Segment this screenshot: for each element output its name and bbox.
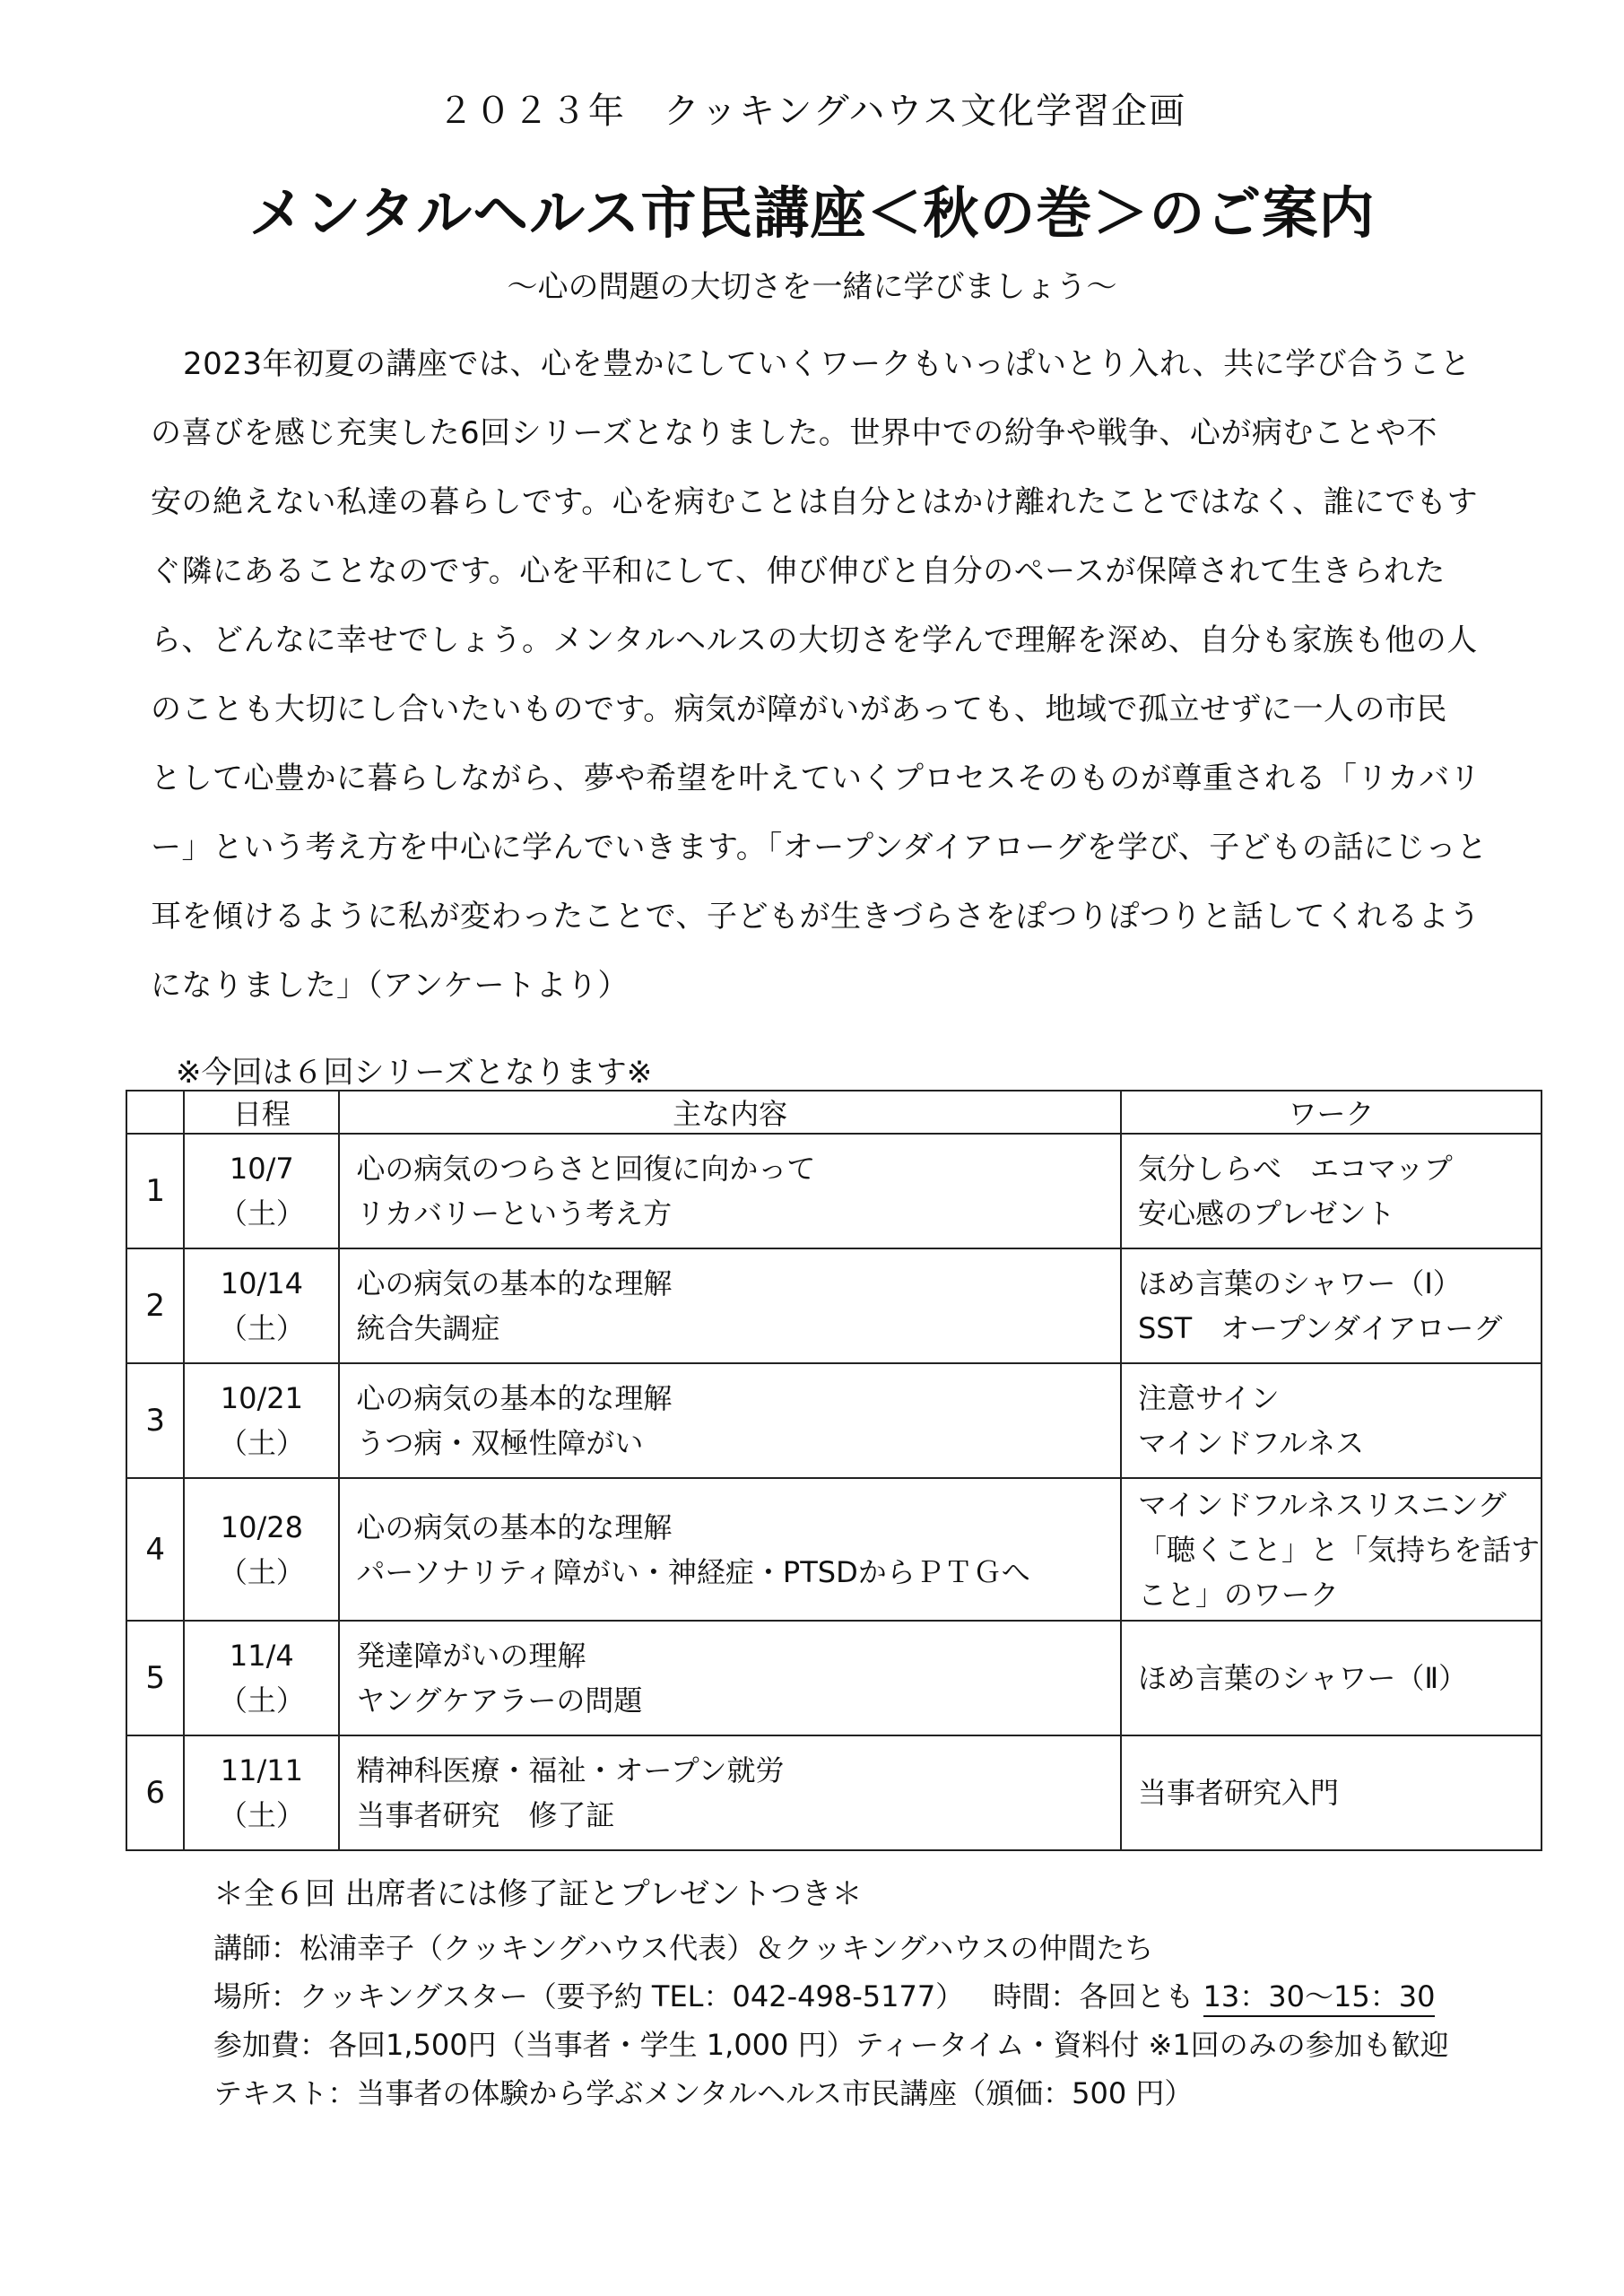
intro-line: になりました」（アンケートより） bbox=[151, 968, 629, 1004]
session-content bbox=[339, 1363, 1121, 1478]
content-line: 心の病気の基本的な理解 bbox=[356, 1509, 673, 1544]
date-text: 10/7 bbox=[229, 1152, 294, 1186]
schedule-header-row bbox=[126, 1091, 1541, 1134]
session-date bbox=[184, 1134, 339, 1248]
intro-line: の喜びを感じ充実した6回シリーズとなりました。世界中での紛争や戦争、心が病むことや不 bbox=[151, 415, 1437, 451]
session-date bbox=[184, 1621, 339, 1735]
intro-line: 耳を傾けるように私が変わったことで、子どもが生きづらさをぽつりぽつりと話してくれるよう bbox=[151, 899, 1481, 935]
schedule-row bbox=[126, 1735, 1541, 1850]
event-details bbox=[213, 1870, 1541, 2118]
time-value: 13：30～15：30 bbox=[1203, 1979, 1436, 2017]
textbook-line: テキスト：当事者の体験から学ぶメンタルヘルス市民講座（頒価：500 円） bbox=[213, 2076, 1194, 2110]
attendance-note: ＊全６回 出席者には修了証とプレゼントつき＊ bbox=[213, 1876, 863, 1912]
schedule-row bbox=[126, 1478, 1541, 1621]
work-line: マインドフルネス bbox=[1137, 1426, 1365, 1460]
session-content bbox=[339, 1735, 1121, 1850]
header-date: 日程 bbox=[184, 1091, 339, 1134]
session-date bbox=[184, 1735, 339, 1850]
schedule-row bbox=[126, 1248, 1541, 1363]
session-work bbox=[1121, 1363, 1541, 1478]
page-title: メンタルヘルス市民講座＜秋の巻＞のご案内 bbox=[248, 180, 1376, 246]
session-content bbox=[339, 1478, 1121, 1621]
date-text: 11/4 bbox=[229, 1639, 294, 1673]
content-line: 心の病気の基本的な理解 bbox=[356, 1266, 673, 1300]
date-text: 10/21 bbox=[220, 1381, 303, 1415]
work-line: ほめ言葉のシャワー（Ⅱ） bbox=[1137, 1661, 1468, 1695]
content-line: 当事者研究 修了証 bbox=[356, 1798, 615, 1832]
session-work bbox=[1121, 1621, 1541, 1735]
content-line: 精神科医療・福祉・オープン就労 bbox=[356, 1753, 785, 1787]
intro-line: 2023年初夏の講座では、心を豊かにしていくワークもいっぱいとり入れ、共に学び合うこと bbox=[183, 346, 1472, 382]
intro-line: のことも大切にし合いたいものです。病気が障がいがあっても、地域で孤立せずに一人の市民 bbox=[151, 691, 1447, 727]
schedule-row bbox=[126, 1134, 1541, 1248]
time-label: 時間：各回とも bbox=[993, 1979, 1194, 2013]
series-note: ※今回は６回シリーズとなります※ bbox=[176, 1055, 653, 1091]
work-line: マインドフルネスリスニング bbox=[1137, 1487, 1507, 1522]
intro-line: 安の絶えない私達の暮らしです。心を病むことは自分とはかけ離れたことではなく、誰にでもす bbox=[151, 484, 1479, 520]
intro-line: ぐ隣にあることなのです。心を平和にして、伸び伸びと自分のペースが保障されて生きられた bbox=[151, 553, 1446, 589]
intro-line: として心豊かに暮らしながら、夢や希望を叶えていくプロセスそのものが尊重される「リカバリ bbox=[151, 761, 1481, 796]
session-number: 2 bbox=[126, 1248, 184, 1363]
content-line: 発達障がいの理解 bbox=[356, 1639, 586, 1673]
lecturer-line: 講師：松浦幸子（クッキングハウス代表）＆クッキングハウスの仲間たち bbox=[213, 1931, 1154, 1965]
date-text: 10/14 bbox=[220, 1266, 303, 1300]
content-line: 心の病気の基本的な理解 bbox=[356, 1381, 673, 1415]
work-line: ほめ言葉のシャワー（Ⅰ） bbox=[1137, 1266, 1462, 1300]
venue-time-line bbox=[213, 1972, 1541, 2021]
header-work: ワーク bbox=[1121, 1091, 1541, 1134]
day-text: （土） bbox=[218, 1196, 305, 1231]
work-line: SST オープンダイアローグ bbox=[1137, 1311, 1503, 1345]
page-subtitle: ～心の問題の大切さを一緒に学びましょう～ bbox=[507, 269, 1117, 305]
session-work bbox=[1121, 1134, 1541, 1248]
schedule-row bbox=[126, 1621, 1541, 1735]
work-line: 当事者研究入門 bbox=[1137, 1776, 1339, 1810]
content-line: 心の病気のつらさと回復に向かって bbox=[356, 1152, 816, 1186]
schedule-table bbox=[126, 1090, 1542, 1851]
content-line: パーソナリティ障がい・神経症・PTSDからＰＴＧへ bbox=[356, 1554, 1030, 1589]
content-line: ヤングケアラーの問題 bbox=[356, 1683, 643, 1718]
day-text: （土） bbox=[218, 1426, 305, 1460]
intro-paragraph bbox=[151, 330, 1505, 1021]
time-block bbox=[993, 1972, 1435, 2021]
day-text: （土） bbox=[218, 1554, 305, 1589]
header-content: 主な内容 bbox=[339, 1091, 1121, 1134]
session-content bbox=[339, 1134, 1121, 1248]
work-line: 注意サイン bbox=[1137, 1381, 1280, 1415]
intro-line: ら、どんなに幸せでしょう。メンタルヘルスの大切さを学んで理解を深め、自分も家族も他の人 bbox=[151, 622, 1478, 658]
header-num bbox=[126, 1091, 184, 1134]
date-text: 11/11 bbox=[220, 1753, 303, 1787]
organization-line: ２０２３年 クッキングハウス文化学習企画 bbox=[437, 91, 1187, 132]
session-work bbox=[1121, 1735, 1541, 1850]
fee-line: 参加費：各回1,500円（当事者・学生 1,000 円）ティータイム・資料付 ※1回のみの参加も歓迎 bbox=[213, 2028, 1449, 2062]
content-line: 統合失調症 bbox=[356, 1311, 500, 1345]
schedule-row bbox=[126, 1363, 1541, 1478]
day-text: （土） bbox=[218, 1311, 305, 1345]
session-date bbox=[184, 1478, 339, 1621]
session-number: 5 bbox=[126, 1621, 184, 1735]
session-number: 1 bbox=[126, 1134, 184, 1248]
session-work bbox=[1121, 1248, 1541, 1363]
content-line: リカバリーという考え方 bbox=[356, 1196, 673, 1231]
day-text: （土） bbox=[218, 1683, 305, 1718]
session-work bbox=[1121, 1478, 1541, 1621]
work-line: 「聴くこと」と「気持ちを話す bbox=[1137, 1532, 1540, 1567]
work-line: 気分しらべ エコマップ bbox=[1137, 1152, 1453, 1186]
session-date bbox=[184, 1363, 339, 1478]
session-date bbox=[184, 1248, 339, 1363]
work-line: 安心感のプレゼント bbox=[1137, 1196, 1395, 1231]
intro-line: ー」という考え方を中心に学んでいきます。「オープンダイアローグを学び、子どもの話にじっと bbox=[151, 830, 1488, 865]
session-number: 6 bbox=[126, 1735, 184, 1850]
session-number: 4 bbox=[126, 1478, 184, 1621]
work-line: こと」のワーク bbox=[1137, 1577, 1339, 1612]
venue-text: 場所：クッキングスター（要予約 TEL：042-498-5177） bbox=[213, 1979, 965, 2013]
session-number: 3 bbox=[126, 1363, 184, 1478]
session-content bbox=[339, 1621, 1121, 1735]
date-text: 10/28 bbox=[220, 1509, 303, 1544]
content-line: うつ病・双極性障がい bbox=[356, 1426, 644, 1460]
day-text: （土） bbox=[218, 1798, 305, 1832]
session-content bbox=[339, 1248, 1121, 1363]
